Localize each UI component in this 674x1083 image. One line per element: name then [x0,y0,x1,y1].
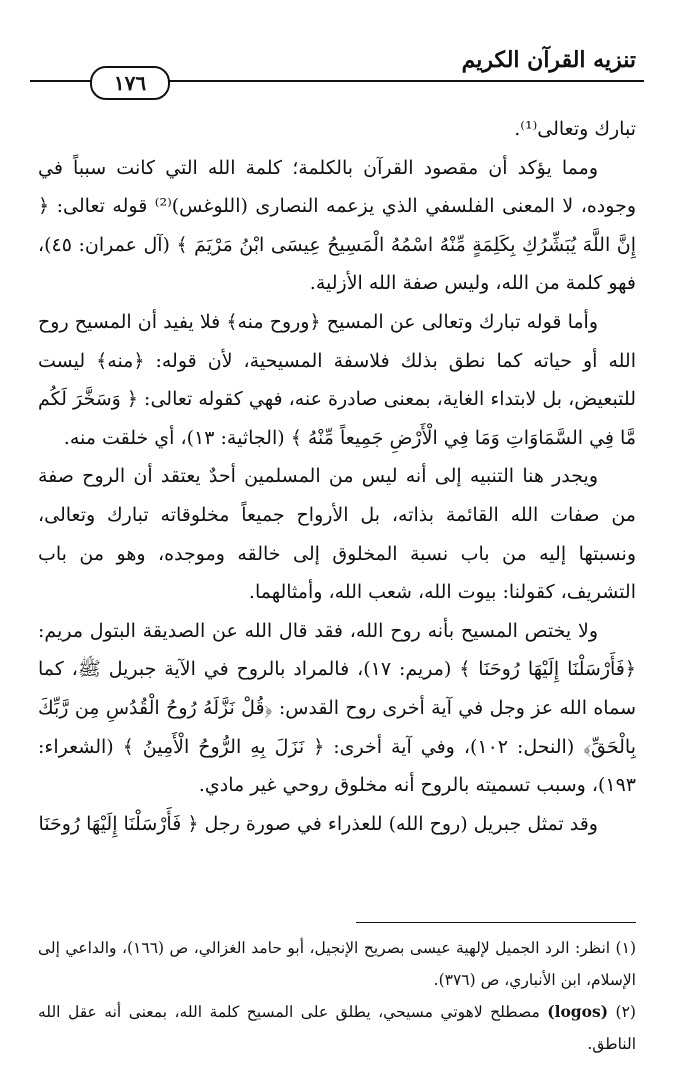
footnote-1: (١) انظر: الرد الجميل لإلهية عيسى بصريح الإنجيل، أبو حامد الغزالي، ص (١٦٦)، والداعي إلى الإسلام، ابن الأنباري، ص (٣٧٦). [38,939,636,989]
page-number: ١٧٦ [90,66,170,100]
footnote-2-marker: (٢) [608,1003,636,1021]
footnote-2-term: (logos) [547,1002,609,1021]
footnotes [38,932,636,1060]
paragraph: ولا يختص المسيح بأنه روح الله، فقد قال الله عن الصديقة البتول مريم: ﴿فَأَرْسَلْنَا إِلَيْهَا رُوحَنَا ﴾ (مريم: ١٧)، فالمراد بالروح في الآية جبريل ﷺ، كما سماه الله عز وجل في آية أخرى روح القدس: ﴿قُلْ نَزَّلَهُ رُوحُ الْقُدُسِ مِن رَّبِّكَ بِالْحَقِّ﴾ (النحل: ١٠٢)، وفي آية أخرى: ﴿ نَزَلَ بِهِ الرُّوحُ الْأَمِينُ ﴾ (الشعراء: ١٩٣)، وسبب تسميته بالروح أنه مخلوق روحي غير مادي. [38,619,637,797]
footnote-2-text: مصطلح لاهوتي مسيحي، يطلق على المسيح كلمة الله، بمعنى أنه عقل الله الناطق. [38,1003,636,1053]
paragraph: وأما قوله تبارك وتعالى عن المسيح ﴿وروح منه﴾ فلا يفيد أن المسيح روح الله أو حياته كما نطق بذلك فلاسفة المسيحية، لأن قوله: ﴿منه﴾ ليست للتبعيض، بل لابتداء الغاية، بمعنى صادرة عنه، فهي كقوله تعالى: ﴿ وَسَخَّرَ لَكُم مَّا فِي السَّمَاوَاتِ وَمَا فِي الْأَرْضِ جَمِيعاً مِّنْهُ ﴾ (الجاثية: ١٣)، أي خلقت منه. [38,310,636,449]
page-header [30,46,644,95]
main-text [38,110,636,843]
running-title: تنزيه القرآن الكريم [461,47,636,73]
paragraph: وقد تمثل جبريل (روح الله) للعذراء في صورة رجل ﴿ فَأَرْسَلْنَا إِلَيْهَا رُوحَنَا [38,812,598,835]
footnote-separator [356,922,636,923]
footnote-2 [38,996,636,1060]
paragraph: تبارك وتعالى⁽¹⁾. [514,118,636,140]
paragraph: ويجدر هنا التنبيه إلى أنه ليس من المسلمين أحدٌ يعتقد أن الروح صفة من صفات الله القائمة بذاته، بل الأرواح جميعاً مخلوقاته تبارك وتعالى، ونسبتها إليه من باب نسبة المخلوق إلى خالقه وموجده، وهو من باب التشريف، كقولنا: بيوت الله، شعب الله، وأمثالهما. [38,465,636,604]
paragraph: ومما يؤكد أن مقصود القرآن بالكلمة؛ كلمة الله التي كانت سبباً في وجوده، لا المعنى الفلسفي الذي يزعمه النصارى (اللوغس)⁽²⁾ قوله تعالى: ﴿ إِنَّ اللَّهَ يُبَشِّرُكِ بِكَلِمَةٍ مِّنْهُ اسْمُهُ الْمَسِيحُ عِيسَى ابْنُ مَرْيَمَ ﴾ (آل عمران: ٤٥)، فهو كلمة من الله، وليس صفة الله الأزلية. [38,156,636,295]
